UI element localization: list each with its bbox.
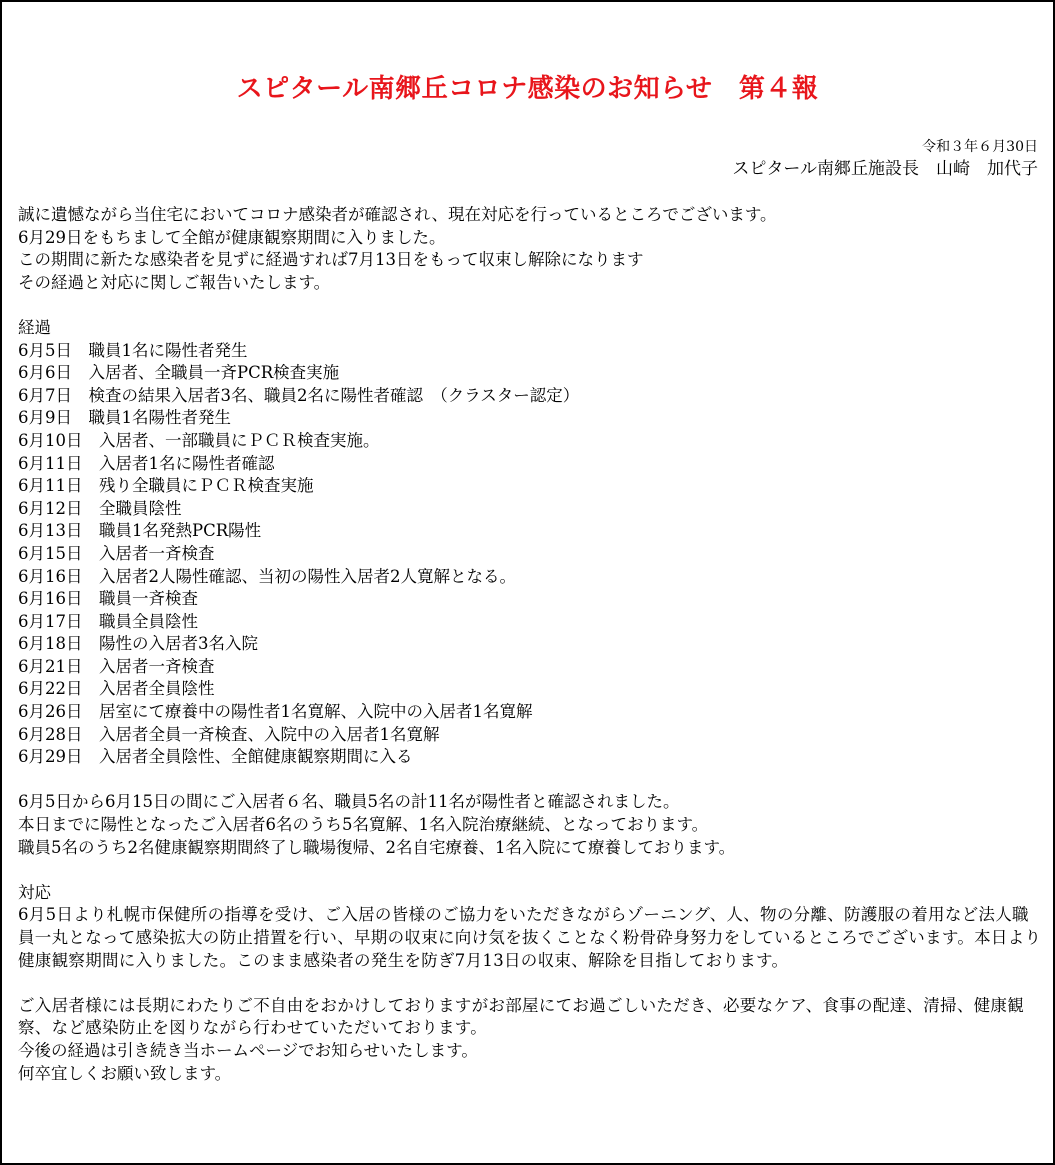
progress-entry: 6月12日 全職員陰性 xyxy=(18,498,182,518)
intro-section xyxy=(18,204,1042,294)
notice-body xyxy=(18,204,1042,1085)
progress-section xyxy=(18,317,1042,769)
progress-entry: 6月6日 入居者、全職員一斉PCR検査実施 xyxy=(18,363,340,383)
summary-line: 職員5名のうち2名健康観察期間終了し職場復帰、2名自宅療養、1名入院にて療養しております。 xyxy=(18,837,736,857)
progress-entry: 6月9日 職員1名陽性者発生 xyxy=(18,408,231,428)
response-text: 6月5日より札幌市保健所の指導を受け、ご入居の皆様のご協力をいただきながらゾーニング、人、物の分離、防護服の着用など法人職員一丸となって感染拡大の防止措置を行い、早期の収束に向け気を抜くことなく粉骨砕身努力をしているところでございます。本日より健康観察期間に入りました。このまま感染者の発生を防ぎ7月13日の収束、解除を目指しております。 xyxy=(18,905,1042,970)
progress-entry: 6月22日 入居者全員陰性 xyxy=(18,679,215,699)
intro-line: この期間に新たな感染者を見ずに経過すれば7月13日をもって収束し解除になります xyxy=(18,250,644,270)
closing-line: 今後の経過は引き続き当ホームページでお知らせいたします。 xyxy=(18,1040,478,1060)
spacer xyxy=(18,859,1042,882)
summary-line: 本日までに陽性となったご入居者6名のうち5名寛解、1名入院治療継続、となっております。 xyxy=(18,815,709,835)
progress-entry: 6月17日 職員全員陰性 xyxy=(18,611,198,631)
page-title: スピタール南郷丘コロナ感染のお知らせ 第４報 xyxy=(236,74,819,104)
progress-entry: 6月15日 入居者一斉検査 xyxy=(18,543,215,563)
progress-entry: 6月29日 入居者全員陰性、全館健康観察期間に入る xyxy=(18,747,413,767)
response-heading: 対応 xyxy=(18,882,51,902)
intro-line: 6月29日をもちまして全館が健康観察期間に入りました。 xyxy=(18,227,446,247)
progress-entry: 6月5日 職員1名に陽性者発生 xyxy=(18,340,248,360)
intro-line: その経過と対応に関しご報告いたします。 xyxy=(18,272,331,292)
summary-section xyxy=(18,791,1042,859)
progress-entry: 6月7日 検査の結果入居者3名、職員2名に陽性者確認 （クラスター認定） xyxy=(18,385,580,405)
intro-line: 誠に遺憾ながら当住宅においてコロナ感染者が確認され、現在対応を行っているところでございます。 xyxy=(18,205,777,224)
progress-entry: 6月16日 職員一斉検査 xyxy=(18,589,198,609)
spacer xyxy=(18,294,1042,317)
spacer xyxy=(18,769,1042,792)
progress-entry: 6月10日 入居者、一部職員にＰＣＲ検査実施。 xyxy=(18,430,380,450)
notice-header xyxy=(732,138,1038,182)
progress-heading: 経過 xyxy=(18,317,51,337)
summary-line: 6月5日から6月15日の間にご入居者６名、職員5名の計11名が陽性者と確認されました。 xyxy=(18,792,680,812)
notice-author: スピタール南郷丘施設長 山崎 加代子 xyxy=(732,159,1038,179)
response-section xyxy=(18,882,1042,972)
closing-section xyxy=(18,995,1042,1085)
progress-entry: 6月13日 職員1名発熱PCR陽性 xyxy=(18,521,262,541)
progress-entry: 6月11日 入居者1名に陽性者確認 xyxy=(18,453,275,473)
progress-entry: 6月26日 居室にて療養中の陽性者1名寛解、入院中の入居者1名寛解 xyxy=(18,702,533,722)
progress-entry: 6月21日 入居者一斉検査 xyxy=(18,656,215,676)
progress-entry: 6月11日 残り全職員にＰＣＲ検査実施 xyxy=(18,476,314,496)
spacer xyxy=(18,972,1042,995)
progress-entry: 6月28日 入居者全員一斉検査、入院中の入居者1名寛解 xyxy=(18,724,440,744)
progress-entry: 6月16日 入居者2人陽性確認、当初の陽性入居者2人寛解となる。 xyxy=(18,566,516,586)
closing-line: 何卒宜しくお願い致します。 xyxy=(18,1063,232,1083)
closing-text: ご入居者様には長期にわたりご不自由をおかけしておりますがお部屋にてお過ごしいただき、必要なケア、食事の配達、清掃、健康観察、など感染防止を図りながら行わせていただいております。 xyxy=(18,995,1025,1038)
notice-date: 令和３年６月30日 xyxy=(922,139,1038,155)
progress-entry: 6月18日 陽性の入居者3名入院 xyxy=(18,634,258,654)
